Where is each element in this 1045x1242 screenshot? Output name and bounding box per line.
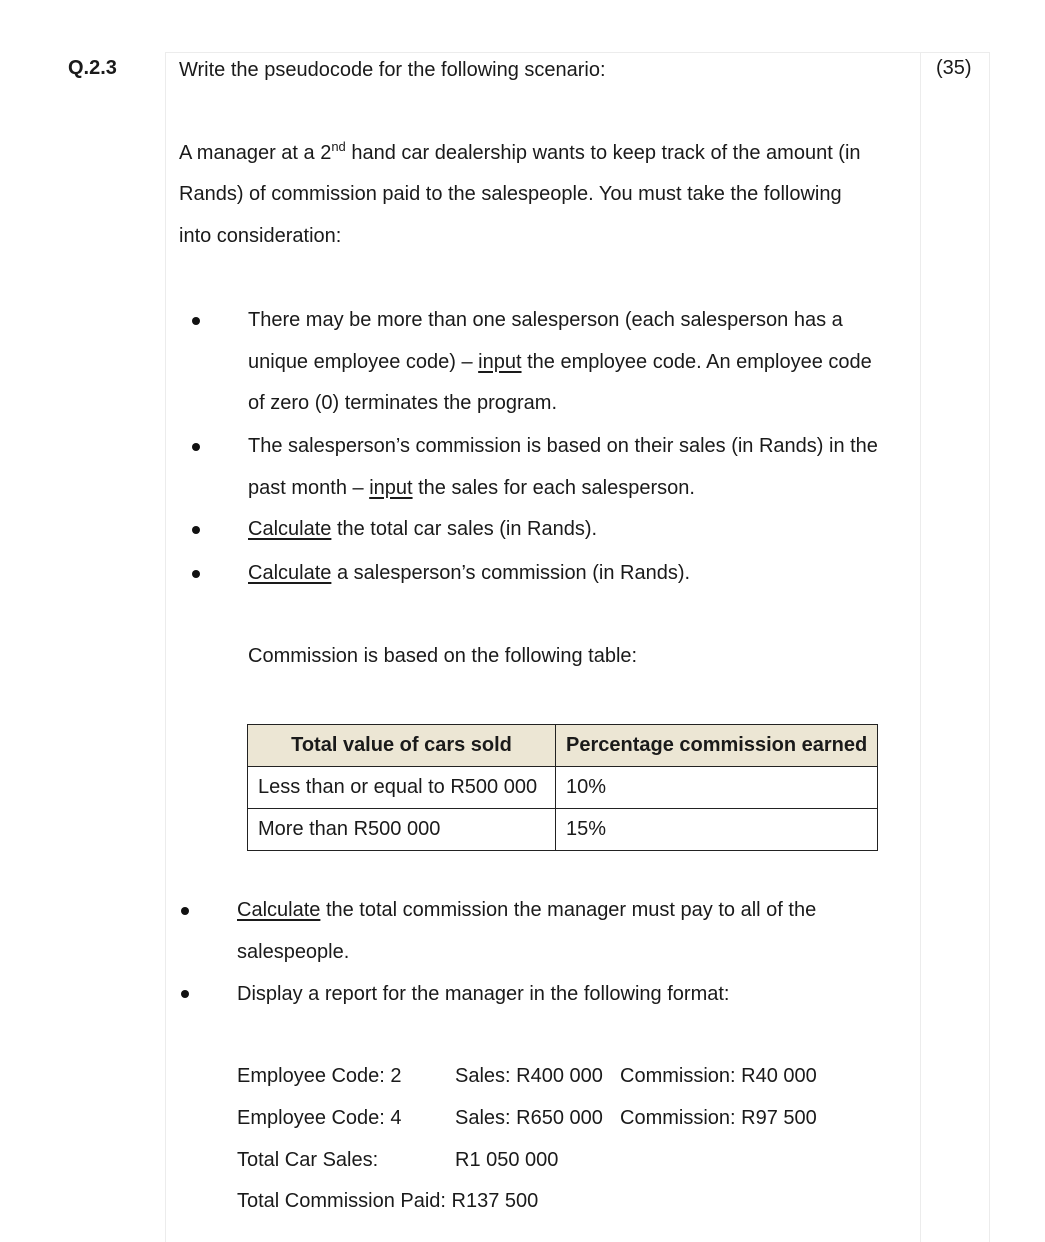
bullet-1-line-1: There may be more than one salesperson (each salesperson has a xyxy=(248,309,843,331)
bullet-icon xyxy=(192,443,200,451)
question-number: Q.2.3 xyxy=(68,57,117,79)
table-cell: Less than or equal to R500 000 xyxy=(248,767,556,809)
bullet-3-rest: the total car sales (in Rands). xyxy=(331,518,598,540)
bullet-icon xyxy=(192,317,200,325)
bullet-1-line-2-start: unique employee code) – xyxy=(248,351,479,373)
bullet-5-line-2: salespeople. xyxy=(237,941,350,963)
bullet-2-line-2 xyxy=(248,476,695,500)
scenario-line-1-start: A manager at a 2 xyxy=(179,142,332,164)
bullet-1-line-2 xyxy=(248,350,872,374)
table-row xyxy=(248,809,878,851)
bullet-2-line-2-end: the sales for each salesperson. xyxy=(412,477,695,499)
table-header-cell: Percentage commission earned xyxy=(556,725,878,767)
calculate-keyword: Calculate xyxy=(237,899,321,921)
table-cell: 15% xyxy=(556,809,878,851)
bullet-5-line-1 xyxy=(237,898,816,922)
frame-right-line xyxy=(989,52,990,1242)
table-cell: 10% xyxy=(556,767,878,809)
report-row-2-sales: Sales: R650 000 xyxy=(455,1107,603,1129)
report-row-1-code: Employee Code: 2 xyxy=(237,1065,402,1087)
bullet-1-line-2-end: the employee code. An employee code xyxy=(521,351,872,373)
report-row-2-code: Employee Code: 4 xyxy=(237,1107,402,1129)
ordinal-superscript: nd xyxy=(331,139,346,154)
bullet-2-line-1: The salesperson’s commission is based on their sales (in Rands) in the xyxy=(248,435,878,457)
frame-top-line xyxy=(165,52,990,53)
bullet-2-line-2-start: past month – xyxy=(248,477,370,499)
report-row-1-commission: Commission: R40 000 xyxy=(620,1065,817,1087)
report-total-sales-label: Total Car Sales: xyxy=(237,1149,379,1171)
bullet-4-rest: a salesperson’s commission (in Rands). xyxy=(331,562,691,584)
bullet-icon xyxy=(192,526,200,534)
bullet-icon xyxy=(192,570,200,578)
calculate-keyword: Calculate xyxy=(248,562,332,584)
bullet-5-rest: the total commission the manager must pay to all of the xyxy=(320,899,817,921)
scenario-line-3: into consideration: xyxy=(179,225,342,247)
bullet-6: Display a report for the manager in the following format: xyxy=(237,983,730,1005)
table-cell: More than R500 000 xyxy=(248,809,556,851)
bullet-icon xyxy=(181,990,189,998)
report-total-sales-value: R1 050 000 xyxy=(455,1149,559,1171)
report-row-1-sales: Sales: R400 000 xyxy=(455,1065,603,1087)
input-keyword: input xyxy=(478,351,522,373)
bullet-4 xyxy=(248,561,690,585)
commission-table xyxy=(247,724,878,851)
question-marks: (35) xyxy=(936,57,972,79)
scenario-line-2: Rands) of commission paid to the salespeople. You must take the following xyxy=(179,183,842,205)
report-total-commission: Total Commission Paid: R137 500 xyxy=(237,1190,539,1212)
calculate-keyword: Calculate xyxy=(248,518,332,540)
bullet-1-line-3: of zero (0) terminates the program. xyxy=(248,392,558,414)
frame-marks-left-line xyxy=(920,52,921,1242)
table-intro: Commission is based on the following table: xyxy=(248,645,638,667)
instruction-text: Write the pseudocode for the following scenario: xyxy=(179,59,606,81)
report-row-2-commission: Commission: R97 500 xyxy=(620,1107,817,1129)
bullet-3 xyxy=(248,517,597,541)
bullet-icon xyxy=(181,907,189,915)
table-row xyxy=(248,767,878,809)
scenario-line-1-end: hand car dealership wants to keep track of the amount (in xyxy=(345,142,861,164)
input-keyword: input xyxy=(369,477,413,499)
table-header-cell: Total value of cars sold xyxy=(248,725,556,767)
frame-left-line xyxy=(165,52,166,1242)
scenario-line-1 xyxy=(179,141,861,165)
table-header-row xyxy=(248,725,878,767)
